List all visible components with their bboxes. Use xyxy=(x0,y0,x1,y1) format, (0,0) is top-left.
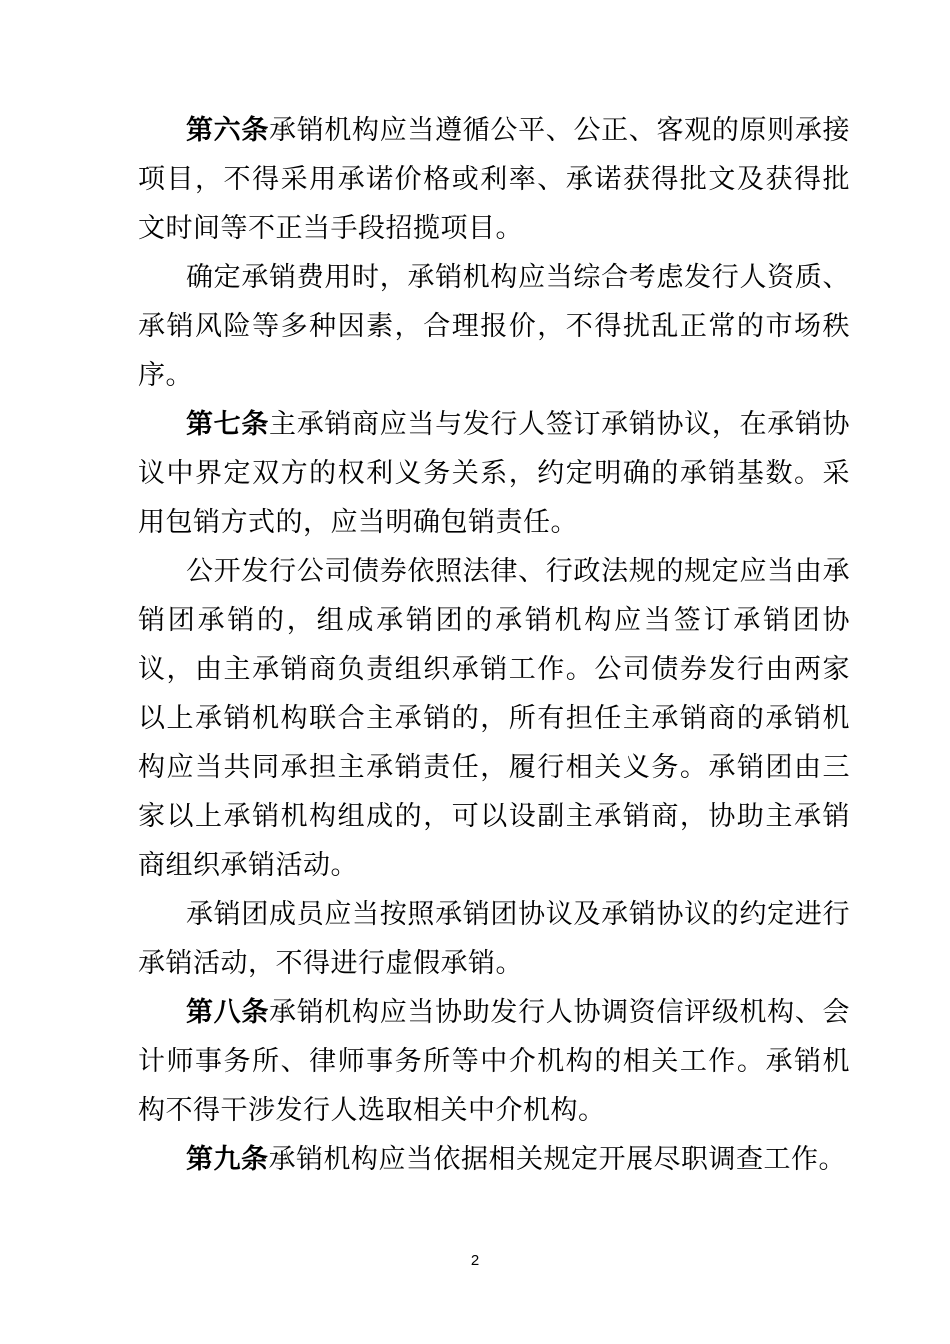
paragraph-text: 承销团成员应当按照承销团协议及承销协议的约定进行承销活动，不得进行虚假承销。 xyxy=(138,899,850,979)
paragraph-text: 公开发行公司债券依照法律、行政法规的规定应当由承销团承销的，组成承销团的承销机构应当签订承销团协议，由主承销商负责组织承销工作。公司债券发行由两家以上承销机构联合主承销的，所有担任主承销商的承销机构应当共同承担主承销责任，履行相关义务。承销团由三家以上承销机构组成的，可以设副主承销商，协助主承销商组织承销活动。 xyxy=(138,556,850,881)
document-body xyxy=(138,106,850,1184)
paragraph-text: 确定承销费用时，承销机构应当综合考虑发行人资质、承销风险等多种因素，合理报价，不得扰乱正常的市场秩序。 xyxy=(138,262,850,391)
article-heading: 第六条 xyxy=(186,115,270,146)
article-6-paragraph xyxy=(138,106,850,253)
paragraph-text: 承销机构应当协助发行人协调资信评级机构、会计师事务所、律师事务所等中介机构的相关工作。承销机构不得干涉发行人选取相关中介机构。 xyxy=(138,997,851,1126)
article-heading: 第九条 xyxy=(186,1144,269,1175)
article-6-paragraph-2 xyxy=(138,253,850,400)
paragraph-text: 承销机构应当依据相关规定开展尽职调查工作。 xyxy=(268,1144,846,1175)
article-7-paragraph xyxy=(138,400,850,547)
paragraph-text: 主承销商应当与发行人签订承销协议，在承销协议中界定双方的权利义务关系，约定明确的承销基数。采用包销方式的，应当明确包销责任。 xyxy=(138,409,851,538)
article-8-paragraph xyxy=(138,988,850,1135)
article-heading: 第八条 xyxy=(186,997,270,1028)
article-7-paragraph-3 xyxy=(138,890,850,988)
article-heading: 第七条 xyxy=(186,409,270,440)
article-9-paragraph xyxy=(138,1135,850,1184)
article-7-paragraph-2 xyxy=(138,547,850,890)
page-number: 2 xyxy=(470,1252,480,1269)
paragraph-text: 承销机构应当遵循公平、公正、客观的原则承接项目，不得采用承诺价格或利率、承诺获得批文及获得批文时间等不正当手段招揽项目。 xyxy=(138,115,851,244)
